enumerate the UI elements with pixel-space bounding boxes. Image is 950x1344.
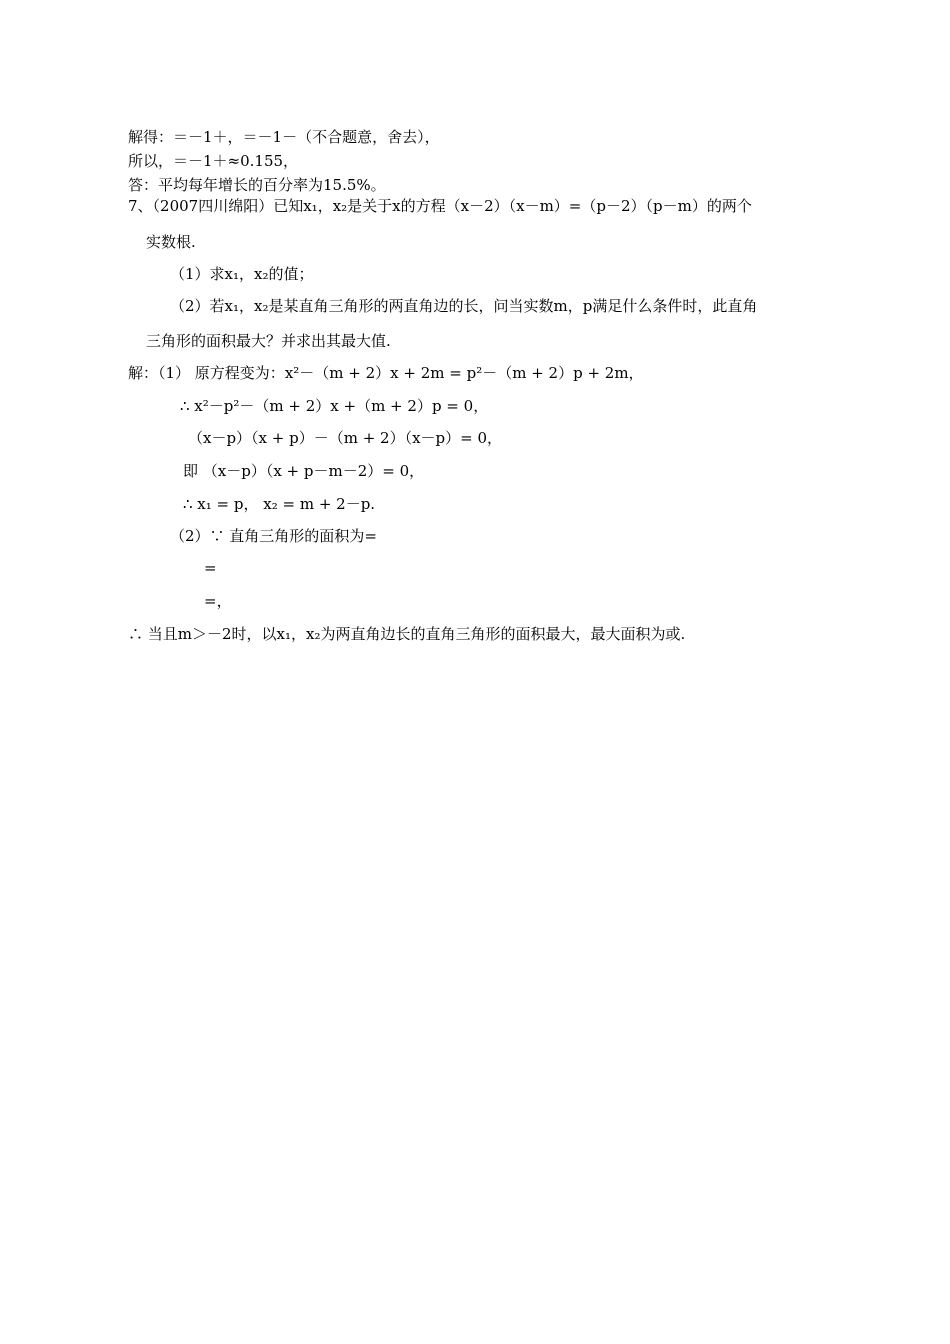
final-conclusion-line: ∴ 当且m＞－2时，以x₁，x₂为两直角边长的直角三角形的面积最大，最大面积为或. bbox=[128, 625, 686, 643]
answer-line: 答：平均每年增长的百分率为15.5%。 bbox=[128, 176, 386, 194]
solution-step-5: ∴ x₁ = p， x₂ = m + 2－p. bbox=[183, 495, 376, 513]
problem-7-part-2-cont: 三角形的面积最大？并求出其最大值. bbox=[146, 332, 391, 350]
problem-7-statement-cont: 实数根. bbox=[146, 233, 196, 251]
solution-result-line: 解得：＝－1＋，＝－1－（不合题意，舍去）， bbox=[128, 128, 440, 146]
solution-part-2-step-1: （2）∵ 直角三角形的面积为= bbox=[170, 527, 377, 545]
solution-step-4: 即 （x－p）（x + p－m－2）= 0， bbox=[183, 462, 425, 480]
solution-step-3: （x－p）（x + p）－（m + 2）（x－p）= 0， bbox=[188, 429, 503, 447]
solution-part-2-step-2: = bbox=[204, 559, 217, 577]
solution-step-2: ∴ x²－p²－（m + 2）x +（m + 2）p = 0， bbox=[180, 397, 489, 415]
problem-7-statement: 7、（2007四川绵阳）已知x₁，x₂是关于x的方程（x－2）（x－m）=（p－2）（p－m）的两个 bbox=[128, 197, 752, 215]
conclusion-value-line: 所以，＝－1＋≈0.155， bbox=[128, 152, 299, 170]
problem-7-part-2: （2）若x₁，x₂是某直角三角形的两直角边的长，问当实数m，p满足什么条件时，此直角 bbox=[170, 297, 758, 315]
problem-7-part-1: （1）求x₁，x₂的值； bbox=[170, 265, 314, 283]
solution-part-2-step-3: =， bbox=[204, 592, 232, 610]
solution-step-1: 解：（1） 原方程变为：x²－（m + 2）x + 2m = p²－（m + 2）p + 2m， bbox=[128, 364, 644, 382]
